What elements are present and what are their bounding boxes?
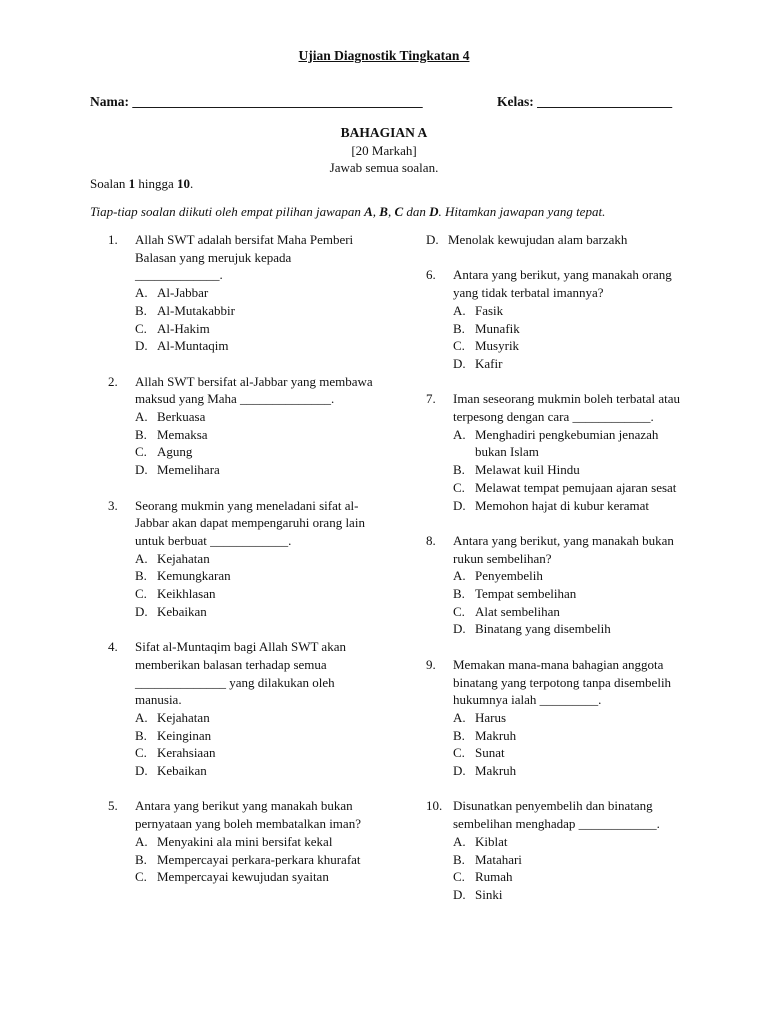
answer-option[interactable] [453, 762, 686, 780]
option-text: Fasik [475, 302, 504, 318]
question-text: Allah SWT bersifat al-Jabbar yang membawa maksud yang Maha ______________. [135, 373, 373, 407]
answer-option[interactable] [135, 603, 373, 621]
question-text: Antara yang berikut yang manakah bukan pernyataan yang boleh membatalkan iman? [135, 798, 361, 832]
option-text: Menyakini ala mini bersifat kekal [157, 833, 333, 849]
answer-option[interactable] [453, 567, 686, 585]
section-heading: BAHAGIAN A [340, 125, 428, 140]
question-3 [108, 497, 373, 621]
option-letter: A. [135, 285, 148, 301]
option-text: Al-Jabbar [157, 285, 209, 301]
option-text: Menolak kewujudan alam barzakh [448, 232, 628, 247]
option-letter: B. [453, 586, 465, 602]
answer-option[interactable] [453, 709, 686, 727]
answer-option[interactable] [453, 479, 686, 497]
option-letter: C. [453, 745, 465, 761]
option-text: Penyembelih [475, 568, 543, 584]
answer-option[interactable] [135, 320, 373, 338]
question-9 [426, 656, 686, 780]
answer-option[interactable] [135, 284, 373, 302]
class-field: Kelas: ____________________ [497, 94, 673, 109]
question-1 [108, 231, 373, 355]
range-mid: hingga [135, 176, 178, 191]
section-marks: [20 Markah] [351, 143, 417, 158]
answer-option[interactable] [453, 868, 686, 886]
option-letter: B. [135, 727, 147, 743]
answer-option[interactable] [453, 886, 686, 904]
option-letter: B. [135, 302, 147, 318]
answer-option[interactable] [135, 426, 373, 444]
option-text: Berkuasa [157, 409, 206, 425]
option-text: Memaksa [157, 426, 208, 442]
option-text: Mempercayai perkara-perkara khurafat [157, 851, 361, 867]
option-letter: B. [453, 851, 465, 867]
question-4 [108, 638, 373, 780]
instr-sep: , [372, 204, 380, 219]
range-to: 10 [177, 176, 191, 191]
option-text: Kejahatan [157, 709, 210, 725]
option-text: Kejahatan [157, 550, 210, 566]
option-text: Rumah [475, 869, 513, 885]
answer-option[interactable] [453, 744, 686, 762]
range-from: 1 [128, 176, 136, 191]
answer-option[interactable] [453, 727, 686, 745]
option-text: Sinki [475, 886, 503, 902]
option-letter: C. [453, 603, 465, 619]
option-q5-d [426, 231, 686, 249]
question-number: 5. [108, 798, 118, 814]
name-field: Nama: ___________________________________________ [90, 94, 423, 109]
option-text: Keikhlasan [157, 586, 216, 602]
option-text: Kafir [475, 355, 503, 371]
option-text: Melawat tempat pemujaan ajaran sesat [475, 479, 677, 495]
answer-option[interactable] [135, 744, 373, 762]
questions-right-column [426, 231, 686, 921]
option-text: Musyrik [475, 338, 520, 354]
option-letter: B. [135, 851, 147, 867]
answer-option[interactable] [135, 585, 373, 603]
option-letter: D. [453, 497, 466, 513]
answer-option[interactable] [135, 567, 373, 585]
answer-option[interactable] [135, 727, 373, 745]
option-letter: C. [135, 444, 147, 460]
option-text: Keinginan [157, 727, 212, 743]
question-number: 3. [108, 497, 118, 513]
option-letter: A. [453, 568, 466, 584]
option-text: Kerahsiaan [157, 745, 216, 761]
answer-option[interactable] [453, 620, 686, 638]
questions-left-column [108, 231, 373, 904]
answer-option[interactable] [135, 337, 373, 355]
option-text: Al-Muntaqim [157, 338, 229, 354]
question-5 [108, 797, 373, 886]
question-text: Allah SWT adalah bersifat Maha Pemberi Balasan yang merujuk kepada _____________. [135, 232, 354, 283]
range-end: . [190, 176, 194, 191]
answer-option[interactable] [453, 337, 686, 355]
answer-option[interactable] [135, 302, 373, 320]
option-text: Mempercayai kewujudan syaitan [157, 869, 329, 885]
question-number: 6. [426, 267, 436, 283]
exam-title: Ujian Diagnostik Tingkatan 4 [298, 48, 470, 63]
option-letter: D. [453, 763, 466, 779]
answer-option[interactable] [453, 461, 686, 479]
option-letter: B. [135, 426, 147, 442]
option-letter: A. [135, 409, 148, 425]
question-6 [426, 266, 686, 372]
question-text: Iman seseorang mukmin boleh terbatal atau terpesong dengan cara ____________. [453, 391, 681, 424]
answer-option[interactable] [135, 709, 373, 727]
option-letter: A. [135, 833, 148, 849]
instructions [90, 203, 605, 221]
option-letter: B. [135, 568, 147, 584]
option-letter: D. [135, 763, 148, 779]
option-text: Kemungkaran [157, 568, 231, 584]
instr-option-a: A [364, 204, 373, 219]
option-letter: D. [135, 603, 148, 619]
option-text: Melawat kuil Hindu [475, 462, 580, 478]
option-text: Al-Mutakabbir [157, 302, 235, 318]
option-letter: A. [453, 426, 466, 442]
answer-option[interactable] [453, 585, 686, 603]
question-2 [108, 373, 373, 479]
option-text: Alat sembelihan [475, 603, 560, 619]
question-text: Disunatkan penyembelih dan binatang sembelihan menghadap ____________. [453, 798, 660, 832]
option-letter: D. [135, 462, 148, 478]
answer-option[interactable] [453, 603, 686, 621]
answer-option[interactable] [453, 851, 686, 869]
answer-all-instruction: Jawab semua soalan. [329, 160, 439, 175]
answer-option[interactable] [135, 408, 373, 426]
question-10 [426, 797, 686, 903]
option-letter: B. [453, 462, 465, 478]
question-number: 1. [108, 232, 118, 247]
option-text: Munafik [475, 320, 520, 336]
answer-option[interactable] [453, 320, 686, 338]
option-letter: C. [453, 869, 465, 885]
option-text: Menghadiri pengkebumian jenazah bukan Islam [475, 426, 659, 460]
answer-option[interactable] [135, 762, 373, 780]
option-text: Kebaikan [157, 763, 207, 779]
option-letter: A. [135, 709, 148, 725]
option-letter: C. [135, 320, 147, 336]
question-number: 4. [108, 639, 118, 655]
instr-sep: , [387, 204, 395, 219]
option-letter: A. [453, 709, 466, 725]
option-text: Memohon hajat di kubur keramat [475, 497, 650, 513]
option-letter: C. [135, 745, 147, 761]
answer-option[interactable] [453, 426, 686, 461]
answer-option[interactable] [453, 833, 686, 851]
answer-option[interactable] [135, 550, 373, 568]
option-letter: D. [135, 338, 148, 354]
question-number: 8. [426, 532, 436, 548]
option-text: Harus [475, 709, 507, 725]
option-text: Binatang yang disembelih [475, 621, 611, 637]
option-letter: B. [453, 320, 465, 336]
answer-option[interactable] [453, 302, 686, 320]
instr-option-c: C [394, 204, 404, 219]
option-text: Matahari [475, 851, 522, 867]
option-text: Tempat sembelihan [475, 586, 577, 602]
answer-option[interactable] [135, 851, 373, 869]
option-text: Kiblat [475, 833, 508, 849]
option-text: Sunat [475, 745, 505, 761]
instr-text: . Hitamkan jawapan yang tepat. [438, 204, 606, 219]
option-text: Makruh [475, 727, 517, 743]
question-number: 10. [426, 798, 443, 814]
answer-option[interactable] [135, 443, 373, 461]
option-letter: C. [453, 479, 465, 495]
option-letter: D. [453, 886, 466, 902]
option-letter: C. [135, 869, 147, 885]
question-number: 2. [108, 373, 118, 389]
answer-option[interactable] [453, 355, 686, 373]
question-text: Antara yang berikut, yang manakah bukan rukun sembelihan? [453, 532, 674, 566]
instr-text: Tiap-tiap soalan diikuti oleh empat pilihan jawapan [90, 204, 365, 219]
instr-and: dan [403, 204, 430, 219]
question-text: Antara yang berikut, yang manakah orang yang tidak terbatal imannya? [453, 267, 672, 301]
question-number: 7. [426, 391, 436, 407]
option-text: Memelihara [157, 462, 220, 478]
option-letter: A. [453, 302, 466, 318]
question-text: Sifat al-Muntaqim bagi Allah SWT akan memberikan balasan terhadap semua ______________ yang dilakukan oleh manusia. [135, 639, 346, 708]
option-letter: C. [135, 586, 147, 602]
question-number: 9. [426, 656, 436, 672]
option-letter: D. [426, 232, 439, 247]
option-letter: A. [453, 833, 466, 849]
option-letter: A. [135, 550, 148, 566]
answer-option[interactable] [453, 497, 686, 515]
option-letter: B. [453, 727, 465, 743]
option-letter: D. [453, 355, 466, 371]
instr-option-d: D [429, 204, 439, 219]
option-letter: D. [453, 621, 466, 637]
range-prefix: Soalan [90, 176, 129, 191]
question-range [90, 175, 193, 193]
option-text: Makruh [475, 763, 517, 779]
option-text: Agung [157, 444, 193, 460]
option-letter: C. [453, 338, 465, 354]
question-text: Memakan mana-mana bahagian anggota binatang yang terpotong tanpa disembelih hukumnya ialah _________. [453, 656, 672, 708]
instr-option-b: B [379, 204, 388, 219]
answer-option[interactable] [135, 461, 373, 479]
answer-option[interactable] [135, 833, 373, 851]
option-text: Al-Hakim [157, 320, 210, 336]
question-text: Seorang mukmin yang meneladani sifat al-Jabbar akan dapat mempengaruhi orang lain untuk berbuat ____________. [135, 497, 365, 548]
answer-option[interactable] [135, 868, 373, 886]
question-8 [426, 532, 686, 638]
question-7 [426, 390, 686, 514]
option-text: Kebaikan [157, 603, 207, 619]
